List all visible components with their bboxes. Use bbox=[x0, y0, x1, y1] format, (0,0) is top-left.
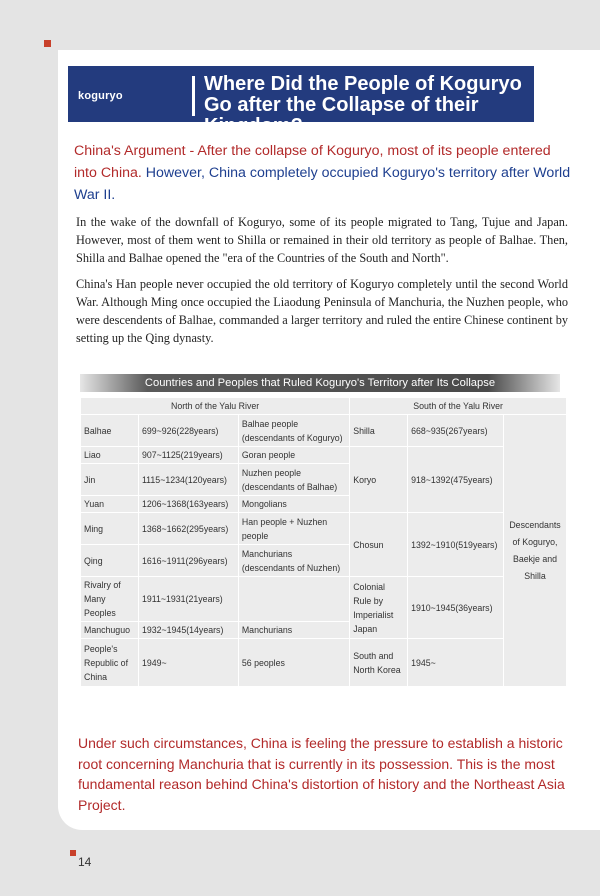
china-argument bbox=[74, 140, 574, 206]
south-country: Colonial Rule by Imperialist Japan bbox=[350, 577, 408, 639]
page-title: Where Did the People of Koguryo Go after the Collapse of their Kingdom? bbox=[204, 73, 522, 137]
south-descendants: Descendants of Koguryo, Baekje and Shilla bbox=[504, 415, 567, 687]
table-row bbox=[81, 513, 567, 545]
north-country: People's Republic of China bbox=[81, 639, 139, 687]
north-country: Qing bbox=[81, 545, 139, 577]
north-people: Nuzhen people (descendants of Balhae) bbox=[238, 464, 349, 496]
north-period: 699~926(228years) bbox=[138, 415, 238, 447]
title-banner bbox=[68, 66, 534, 137]
paragraph-1: In the wake of the downfall of Koguryo, some of its people migrated to Tang, Tujue and Japan. However, most of them went to Shilla or remained in their old territory as people of Balhae. Then, Shilla and Balhae opened the "era of the Countries of the South and North". bbox=[76, 215, 568, 265]
north-country: Yuan bbox=[81, 496, 139, 513]
page-number-marker bbox=[70, 850, 76, 856]
north-people: 56 peoples bbox=[238, 639, 349, 687]
south-period: 918~1392(475years) bbox=[408, 447, 504, 513]
south-period: 1392~1910(519years) bbox=[408, 513, 504, 577]
argument-rebuttal: However, China completely occupied Koguryo's territory after World War II. bbox=[74, 165, 571, 203]
table-row bbox=[81, 447, 567, 464]
north-country: Rivalry of Many Peoples bbox=[81, 577, 139, 622]
paragraph-2: China's Han people never occupied the old territory of Koguryo completely until the second World War. Although Ming once occupied the Liaodung Peninsula of Manchuria, the Nuzhen people, who were descendents of Balhae, commanded a larger territory and ruled the entire Chinese continent by setting up the Qing dynasty. bbox=[76, 277, 568, 345]
conclusion-text: Under such circumstances, China is feeling the pressure to establish a historic root concerning Manchuria that is currently in its possession. This is the most fundamental reason behind China's distortion of history and the Northeast Asia Project. bbox=[78, 735, 565, 813]
rulers-table bbox=[80, 397, 567, 687]
south-country: Koryo bbox=[350, 447, 408, 513]
table-row bbox=[81, 577, 567, 622]
north-people: Balhae people (descendants of Koguryo) bbox=[238, 415, 349, 447]
north-people: Goran people bbox=[238, 447, 349, 464]
corner-marker bbox=[44, 40, 51, 47]
table-row bbox=[81, 639, 567, 687]
north-country: Jin bbox=[81, 464, 139, 496]
north-people: Manchurians bbox=[238, 622, 349, 639]
table-header-row bbox=[81, 398, 567, 415]
north-people: Han people + Nuzhen people bbox=[238, 513, 349, 545]
north-country: Liao bbox=[81, 447, 139, 464]
section-tag: koguryo bbox=[78, 90, 123, 102]
banner-divider bbox=[192, 76, 195, 116]
north-period: 1206~1368(163years) bbox=[138, 496, 238, 513]
north-period: 1616~1911(296years) bbox=[138, 545, 238, 577]
north-people: Manchurians (descendants of Nuzhen) bbox=[238, 545, 349, 577]
north-header: North of the Yalu River bbox=[81, 398, 350, 415]
north-people: Mongolians bbox=[238, 496, 349, 513]
north-people bbox=[238, 577, 349, 622]
north-period: 1932~1945(14years) bbox=[138, 622, 238, 639]
south-period: 1910~1945(36years) bbox=[408, 577, 504, 639]
page-number: 14 bbox=[78, 855, 92, 869]
south-period: 1945~ bbox=[408, 639, 504, 687]
north-period: 1911~1931(21years) bbox=[138, 577, 238, 622]
table-row bbox=[81, 415, 567, 447]
north-period: 907~1125(219years) bbox=[138, 447, 238, 464]
south-country: Chosun bbox=[350, 513, 408, 577]
south-period: 668~935(267years) bbox=[408, 415, 504, 447]
north-country: Ming bbox=[81, 513, 139, 545]
south-country: South and North Korea bbox=[350, 639, 408, 687]
north-period: 1949~ bbox=[138, 639, 238, 687]
north-country: Balhae bbox=[81, 415, 139, 447]
north-country: Manchuguo bbox=[81, 622, 139, 639]
south-header: South of the Yalu River bbox=[350, 398, 567, 415]
south-country: Shilla bbox=[350, 415, 408, 447]
north-period: 1115~1234(120years) bbox=[138, 464, 238, 496]
table-caption: Countries and Peoples that Ruled Koguryo's Territory after Its Collapse bbox=[80, 374, 560, 392]
argument-claim: China's Argument - After the collapse of Koguryo, most of its people entered into China. bbox=[74, 143, 551, 181]
north-period: 1368~1662(295years) bbox=[138, 513, 238, 545]
